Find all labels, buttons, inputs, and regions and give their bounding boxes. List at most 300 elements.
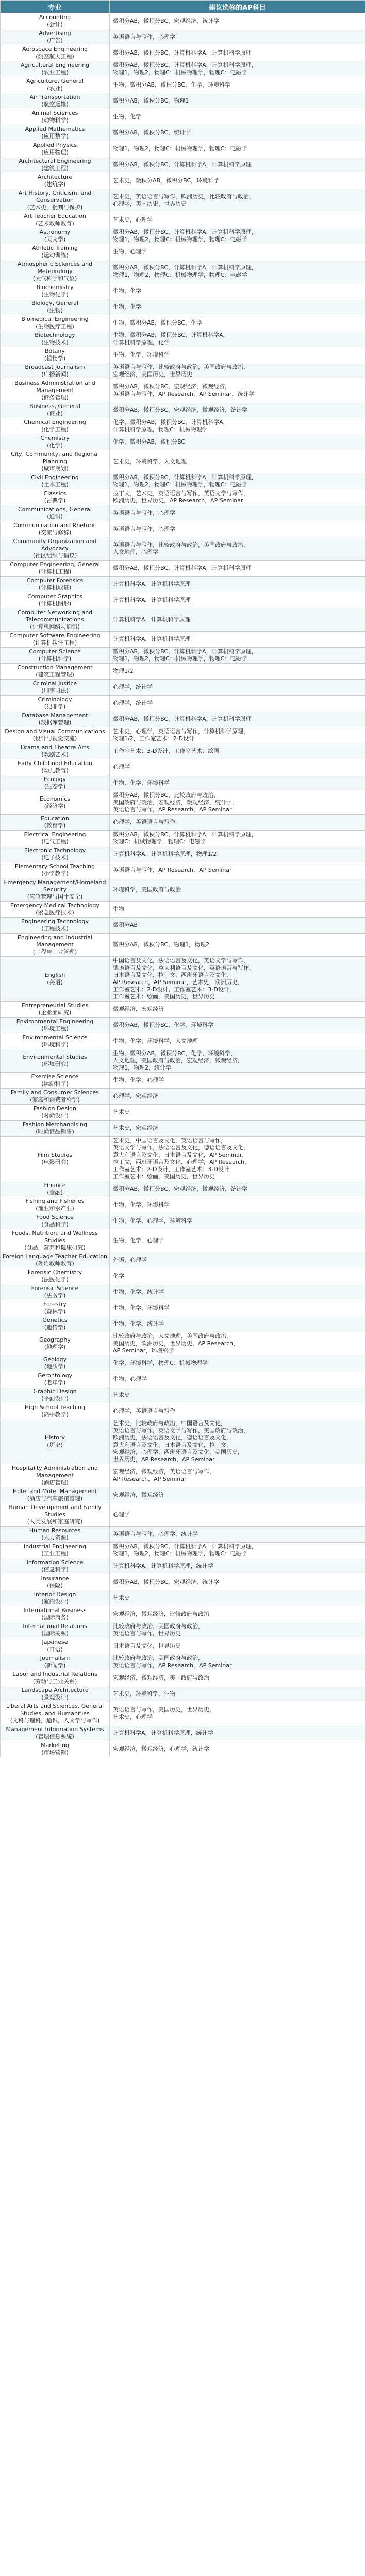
courses-cell (110, 489, 365, 505)
major-name-english: Engineering Technology (21, 918, 89, 925)
major-cell (1, 363, 110, 379)
courses-cell (110, 434, 365, 450)
table-row (1, 13, 365, 29)
courses-cell (110, 1606, 365, 1622)
table-row (1, 1487, 365, 1503)
courses-cell (110, 1332, 365, 1355)
major-name-chinese: (老年学) (44, 1379, 66, 1386)
courses-cell (110, 473, 365, 489)
courses-cell (110, 173, 365, 189)
course-list-line: 化学，环境科学，物理C：机械物理学 (113, 1360, 208, 1366)
course-list-line: 物理1，物理2，物理C：机械物理学，物理C：电磁学 (113, 272, 247, 278)
major-name-english: Human Development and Family Studies (8, 1504, 102, 1518)
major-cell (1, 379, 110, 402)
major-cell (1, 1606, 110, 1622)
major-cell (1, 1487, 110, 1503)
table-row (1, 402, 365, 418)
courses-cell (110, 299, 365, 315)
courses-cell (110, 664, 365, 680)
major-cell (1, 141, 110, 157)
table-row (1, 434, 365, 450)
courses-cell (110, 902, 365, 918)
course-list-line: 微积分AB，微积分BC，化学，环境科学 (113, 1022, 214, 1028)
major-cell (1, 648, 110, 664)
table-row (1, 141, 365, 157)
courses-cell (110, 228, 365, 244)
course-list-line: 心理学 (113, 1511, 130, 1518)
major-cell (1, 1268, 110, 1284)
major-name-chinese: (数据库管理) (38, 719, 72, 726)
courses-cell (110, 1049, 365, 1073)
course-list-line: 艺术史，心理学 (113, 216, 153, 223)
major-cell (1, 1503, 110, 1527)
course-list-line: 美国历史，欧洲历史，世界历史，AP Research， (113, 1340, 239, 1347)
major-name-chinese: (时尚商品销售) (36, 1128, 74, 1135)
major-cell (1, 1686, 110, 1702)
courses-cell (110, 878, 365, 902)
courses-cell (110, 61, 365, 77)
major-name-chinese: (艺术教师教育) (36, 220, 74, 227)
course-list-line: 美国政府与政治，宏观经济，微观经济，统计学， (113, 799, 238, 806)
courses-cell (110, 1002, 365, 1018)
major-name-chinese: (市场营销) (41, 1749, 69, 1756)
table-row (1, 1252, 365, 1268)
table-row (1, 1355, 365, 1371)
courses-cell (110, 1590, 365, 1606)
major-name-english: Biotechnology (35, 332, 75, 338)
course-list-line: 计算机科学A，计算机科学原理，统计学 (113, 1730, 213, 1736)
courses-cell (110, 1558, 365, 1574)
major-name-english: Botany (45, 348, 65, 354)
major-name-chinese: (食品科学) (41, 1221, 69, 1228)
table-row (1, 244, 365, 260)
major-cell (1, 1558, 110, 1574)
major-name-chinese: (历史) (47, 1442, 63, 1448)
major-name-english: Chemistry (40, 435, 70, 442)
course-list-line: 艺术史，比较政府与政治，中国语言及文化， (113, 1420, 226, 1427)
course-list-line: 微积分AB，微积分BC，计算机科学A，计算机科学原理， (113, 648, 257, 655)
course-list-line: 生物，化学 (113, 113, 141, 120)
major-name-english: Landscape Architecture (21, 1687, 89, 1693)
major-cell (1, 93, 110, 109)
courses-cell (110, 1181, 365, 1197)
major-cell (1, 727, 110, 743)
major-name-english: Food Science (36, 1214, 74, 1221)
table-row (1, 331, 365, 347)
course-list-line: 微积分AB，微积分BC，计算机科学A，计算机科学原理， (113, 474, 257, 481)
course-list-line: 艺术史 (113, 1595, 130, 1601)
major-name-english: Animal Sciences (31, 110, 78, 116)
courses-cell (110, 260, 365, 283)
course-list-line: 比较政府与政治，美国政府与政治， (113, 1623, 204, 1630)
course-list-line: 微积分AB，微积分BC，宏观经济，微观经济，统计学 (113, 406, 248, 413)
major-name-chinese: (信息科学) (41, 1566, 69, 1573)
major-name-english: Elementary School Teaching (14, 863, 95, 870)
major-cell (1, 489, 110, 505)
course-list-line: 工作室艺术：2-D设计，工作室艺术：3-D设计， (113, 986, 235, 993)
courses-cell (110, 1387, 365, 1403)
course-list-line: 英语语言与写作，AP Research，AP Seminar (113, 867, 232, 873)
table-row (1, 1181, 365, 1197)
major-name-chinese: (电影研究) (41, 1159, 69, 1165)
course-list-line: 微积分AB，微积分BC，计算机科学A，计算机科学原理 (113, 565, 252, 571)
courses-cell (110, 45, 365, 61)
table-row (1, 561, 365, 577)
course-list-line: 生物，化学，环境科学 (113, 351, 170, 358)
table-row (1, 283, 365, 299)
major-name-english: English (44, 972, 65, 978)
course-list-line: 外语，心理学 (113, 1257, 147, 1263)
course-list-line: 微积分AB，微积分BC，计算机科学A，计算机科学原理， (113, 831, 257, 838)
major-cell (1, 592, 110, 608)
course-list-line: 心理学，英语语言与写作 (113, 819, 175, 825)
major-name-chinese: (植物学) (44, 355, 66, 362)
course-list-line: 工作室艺术：3-D设计，工作室艺术：绘画 (113, 748, 220, 754)
major-name-english: Management Information Systems (6, 1726, 104, 1733)
table-row (1, 1638, 365, 1654)
major-name-english: Communications, General (18, 506, 92, 513)
course-list-line: 物理1，物理2，物理C：机械物理学，物理C：电磁学 (113, 145, 247, 152)
table-row (1, 1574, 365, 1590)
major-name-chinese: (法医化学) (41, 1276, 69, 1283)
courses-cell (110, 1464, 365, 1487)
major-name-chinese: (计算机取证) (38, 584, 72, 591)
major-cell (1, 1105, 110, 1121)
major-name-chinese: (环境研究) (41, 1061, 69, 1067)
course-list-line: 微积分AB，微积分BC，计算机科学A，计算机科学原理， (113, 264, 257, 271)
major-name-english: Entrepreneurial Studies (21, 1002, 89, 1009)
major-name-english: Geology (43, 1356, 67, 1363)
major-cell (1, 902, 110, 918)
major-cell (1, 878, 110, 902)
major-name-english: Interior Design (34, 1591, 76, 1598)
courses-cell (110, 1284, 365, 1300)
table-row (1, 1197, 365, 1213)
major-cell (1, 1181, 110, 1197)
course-list-line: 生物，化学，环境科学 (113, 1201, 170, 1208)
table-row (1, 680, 365, 696)
major-name-chinese: (室内设计) (41, 1598, 69, 1605)
courses-cell (110, 93, 365, 109)
major-name-english: Human Resources (29, 1527, 81, 1534)
major-name-chinese: (计算机工程) (38, 568, 72, 575)
table-row (1, 1229, 365, 1252)
major-name-chinese: (人类发展和家庭研究) (27, 1518, 83, 1525)
major-name-english: Architectural Engineering (19, 158, 91, 164)
major-name-chinese: (日语) (47, 1646, 63, 1653)
table-row (1, 505, 365, 521)
major-name-english: Applied Physics (32, 142, 77, 148)
table-row (1, 212, 365, 228)
major-name-chinese: (化学工程) (41, 426, 69, 433)
table-row (1, 77, 365, 93)
major-name-english: Athletic Training (32, 245, 78, 251)
major-name-chinese: (管理信息系统) (36, 1733, 74, 1740)
table-row (1, 1403, 365, 1419)
table-row (1, 1622, 365, 1638)
courses-cell (110, 1213, 365, 1229)
table-row (1, 957, 365, 1002)
courses-cell (110, 1316, 365, 1332)
courses-cell (110, 244, 365, 260)
major-name-chinese: (景观设计) (41, 1694, 69, 1701)
course-list-line: 艺术史，中国语言及文化，英语语言与写作， (113, 1137, 226, 1144)
course-list-line: 微积分AB，微积分BC，计算机科学A，计算机科学原理 (113, 161, 252, 168)
course-list-line: 宏观经济，微观经济，英语语言与写作， (113, 1468, 215, 1475)
courses-cell (110, 815, 365, 831)
table-row (1, 299, 365, 315)
major-name-chinese: (遗传学) (44, 1324, 66, 1331)
table-row (1, 418, 365, 434)
course-list-line: 物理1，物理2，物理C：机械物理学，物理C：电磁学 (113, 481, 247, 488)
major-cell (1, 283, 110, 299)
major-cell (1, 402, 110, 418)
courses-cell (110, 1741, 365, 1757)
major-name-english: Liberal Arts and Sciences, General Studies, and Humanities (6, 1703, 104, 1717)
table-row (1, 696, 365, 711)
major-cell (1, 1121, 110, 1137)
courses-cell (110, 1073, 365, 1089)
major-name-chinese: (企业家研究) (38, 1009, 72, 1016)
major-name-english: History (44, 1434, 65, 1441)
course-list-line: 生物，微积分AB，微积分BC，计算机科学A， (113, 332, 229, 338)
major-name-chinese: (戏剧艺术) (41, 751, 69, 758)
course-list-line: 世界历史，AP Research，AP Seminar (113, 1456, 215, 1463)
major-cell (1, 537, 110, 561)
major-name-chinese: (人力资源) (41, 1534, 69, 1541)
major-name-english: Film Studies (38, 1151, 72, 1158)
course-list-line: 微观经济，宏观经济 (113, 1006, 164, 1012)
courses-cell (110, 347, 365, 363)
course-list-line: 生物，微积分AB，微积分BC，化学，环境科学， (113, 1050, 237, 1057)
course-list-line: 计算机科学A，计算机科学原理，物理1/2 (113, 851, 217, 857)
course-list-line: 化学，微积分AB，微积分BC，计算机科学A， (113, 419, 229, 426)
course-list-line: 计算机科学原理，化学 (113, 339, 170, 346)
major-name-english: Agricultural Engineering (20, 62, 90, 69)
major-name-english: Environmental Science (22, 1034, 88, 1041)
courses-cell (110, 1702, 365, 1725)
course-list-line: 微积分AB，微积分BC，宏观经济，微观经济， (113, 383, 231, 390)
course-list-line: 比较政府与政治，人文地理，美国政府与政治， (113, 1333, 232, 1340)
courses-cell (110, 743, 365, 759)
major-name-chinese: (经济学) (44, 803, 66, 809)
course-list-line: 心理学，统计学 (113, 700, 153, 706)
major-name-english: Geography (39, 1336, 71, 1343)
course-list-line: 物理1，物理2，统计学 (113, 1064, 171, 1071)
course-list-line: 英语语言与写作，英语文学与写作，美国政府与政治， (113, 1427, 249, 1434)
major-cell (1, 1073, 110, 1089)
course-list-line: 拉丁文，艺术史，英语语言与写作，英语文学与写作， (113, 490, 249, 497)
major-cell (1, 1670, 110, 1686)
course-list-line: 宏观经济，心理学，西班牙语言及文化，美国历史， (113, 1449, 243, 1455)
major-name-chinese: (英语) (47, 979, 63, 986)
major-cell (1, 1332, 110, 1355)
course-list-line: 生物，化学，心理学 (113, 1077, 164, 1083)
table-row (1, 1606, 365, 1622)
major-name-chinese: (动物科学) (41, 117, 69, 124)
courses-cell (110, 1487, 365, 1503)
major-name-english: Graphic Design (33, 1388, 77, 1395)
courses-cell (110, 791, 365, 815)
course-list-line: 艺术史，环境科学，人文地理 (113, 458, 187, 465)
courses-cell (110, 450, 365, 473)
table-row (1, 934, 365, 957)
courses-cell (110, 577, 365, 592)
major-name-english: Education (41, 815, 69, 822)
major-name-english: Hospitality Administration and Management (12, 1465, 98, 1479)
courses-cell (110, 1543, 365, 1558)
course-list-line: 微积分AB，微积分BC，计算机科学A，计算机科学原理 (113, 716, 252, 722)
major-cell (1, 450, 110, 473)
major-name-chinese: (生物) (47, 307, 63, 314)
course-list-line: 英语语言与写作，心理学 (113, 33, 175, 40)
major-name-chinese: (保险) (47, 1582, 63, 1589)
major-name-english: Marketing (41, 1742, 69, 1749)
table-row (1, 1371, 365, 1387)
table-row (1, 1741, 365, 1757)
table-row (1, 759, 365, 775)
courses-cell (110, 1137, 365, 1181)
major-cell (1, 228, 110, 244)
major-cell (1, 1355, 110, 1371)
major-name-chinese: (新闻学) (44, 1662, 66, 1669)
major-name-chinese: (计算机网络与通讯) (30, 623, 80, 630)
major-name-chinese: (应用数学) (41, 133, 69, 140)
table-row (1, 93, 365, 109)
courses-cell (110, 1105, 365, 1121)
major-name-english: Engineering and Industrial Management (17, 934, 93, 948)
course-list-line: 英语语言与写作，AP Research，AP Seminar (113, 1662, 232, 1669)
courses-cell (110, 918, 365, 934)
major-cell (1, 61, 110, 77)
major-name-english: Computer Graphics (27, 593, 82, 600)
courses-cell (110, 759, 365, 775)
major-name-chinese: (幼儿教育) (41, 767, 69, 774)
major-name-english: Broadcast Journalism (25, 364, 85, 370)
course-list-line: 日本语言及文化，拉丁文，西班牙语言及文化， (113, 972, 232, 978)
major-cell (1, 125, 110, 141)
courses-cell (110, 831, 365, 846)
courses-cell (110, 1121, 365, 1137)
courses-cell (110, 680, 365, 696)
courses-cell (110, 125, 365, 141)
course-list-line: 意大利语言及文化，日本语言及文化，AP Seminar， (113, 1151, 248, 1158)
major-name-english: Computer Forensics (26, 577, 84, 584)
major-name-english: Ecology (43, 776, 66, 783)
courses-cell (110, 1574, 365, 1590)
major-name-english: Forensic Chemistry (27, 1269, 82, 1276)
major-name-english: Computer Science (29, 648, 81, 655)
table-row (1, 791, 365, 815)
major-cell (1, 347, 110, 363)
table-row (1, 1002, 365, 1018)
major-name-chinese: (环境科学) (41, 1041, 69, 1048)
major-name-english: Electronic Technology (24, 847, 86, 854)
course-list-line: 人文地理，心理学 (113, 549, 158, 555)
major-name-chinese: (大气科学和气象) (32, 275, 77, 282)
course-list-line: 物理1，物理2，物理C：机械物理学，物理C：电磁学 (113, 236, 247, 243)
table-row (1, 1049, 365, 1073)
course-list-line: 英语语言与写作，心理学，统计学 (113, 1531, 198, 1537)
major-name-english: Computer Networking and Telecommunications (17, 609, 93, 623)
course-list-line: 微积分AB，微积分BC，宏观经济，统计学 (113, 1579, 220, 1585)
table-row (1, 592, 365, 608)
course-list-line: 化学，微积分AB，微积分BC (113, 438, 186, 445)
major-name-chinese: (犯罪学) (44, 703, 66, 710)
major-cell (1, 1543, 110, 1558)
major-name-english: Genetics (42, 1317, 68, 1324)
major-name-english: Advertising (39, 30, 71, 37)
course-list-line: 心理学，英语语言与写作 (113, 1408, 175, 1414)
course-list-line: 生物，化学，心理学 (113, 1237, 164, 1244)
major-cell (1, 189, 110, 212)
major-name-english: Astronomy (39, 229, 71, 235)
courses-cell (110, 157, 365, 173)
course-list-line: 工作室艺术：绘画，美国历史，世界历史 (113, 993, 215, 1000)
major-name-english: Aerospace Engineering (22, 46, 88, 53)
table-row (1, 29, 365, 45)
major-cell (1, 791, 110, 815)
course-list-line: 意大利语言及文化，日本语言及文化，拉丁文， (113, 1442, 232, 1448)
major-name-english: Finance (44, 1182, 66, 1189)
course-list-line: 计算机科学原理，物理C：机械物理学 (113, 426, 208, 433)
courses-cell (110, 1300, 365, 1316)
major-name-chinese: (时尚设计) (41, 1112, 69, 1119)
table-row (1, 45, 365, 61)
courses-cell (110, 537, 365, 561)
courses-cell (110, 402, 365, 418)
major-cell (1, 1252, 110, 1268)
major-name-chinese: (艺术史，批判与保护) (27, 204, 83, 211)
major-name-chinese: (应急管理与国土安全) (27, 893, 83, 900)
course-list-line: 生物，化学，心理学，环境科学 (113, 1217, 192, 1224)
major-name-chinese: (计算机图形) (38, 600, 72, 607)
table-row (1, 228, 365, 244)
course-list-line: 工作室艺术：2-D设计，工作室艺术：3-D设计， (113, 1166, 235, 1173)
major-name-chinese: (商业) (47, 410, 63, 417)
course-list-line: 英语语言与写作，心理学 (113, 526, 175, 532)
courses-cell (110, 315, 365, 331)
course-list-line: 艺术史，心理学 (113, 1714, 153, 1720)
course-list-line: 英语语言与写作，心理学 (113, 510, 175, 516)
major-name-chinese: (高中教学) (41, 1411, 69, 1418)
major-cell (1, 1654, 110, 1670)
major-cell (1, 473, 110, 489)
major-cell (1, 505, 110, 521)
course-list-line: 宏观经济，美国历史，世界历史 (113, 371, 192, 378)
course-list-line: 微积分AB，微积分BC，宏观经济，统计学 (113, 18, 220, 24)
major-cell (1, 1033, 110, 1049)
major-cell (1, 1049, 110, 1073)
major-name-chinese: (文科与理科，通识，人文学与写作) (10, 1717, 100, 1724)
course-list-line: 生物 (113, 906, 124, 912)
major-cell (1, 1702, 110, 1725)
courses-cell (110, 13, 365, 29)
course-list-line: 宏观经济，微观经济，美国政府与政治 (113, 1674, 209, 1681)
courses-cell (110, 77, 365, 93)
major-name-english: Design and Visual Communications (5, 728, 105, 735)
major-name-chinese: (劳动与工业关系) (32, 1678, 77, 1685)
course-list-line: 宏观经济，微观经济，心理学，统计学 (113, 1745, 209, 1752)
courses-cell (110, 1355, 365, 1371)
major-name-english: Computer Software Engineering (9, 632, 101, 639)
course-list-line: 拉丁文，西班牙语言及文化，心理学，AP Research， (113, 1159, 251, 1165)
table-row (1, 743, 365, 759)
table-row (1, 1670, 365, 1686)
course-list-line: 日本语言及文化，世界历史 (113, 1642, 181, 1649)
course-list-line: 微积分AB，微积分BC，比较政府与政治， (113, 792, 220, 799)
course-list-line: 宏观经济，微观经济 (113, 1492, 164, 1498)
